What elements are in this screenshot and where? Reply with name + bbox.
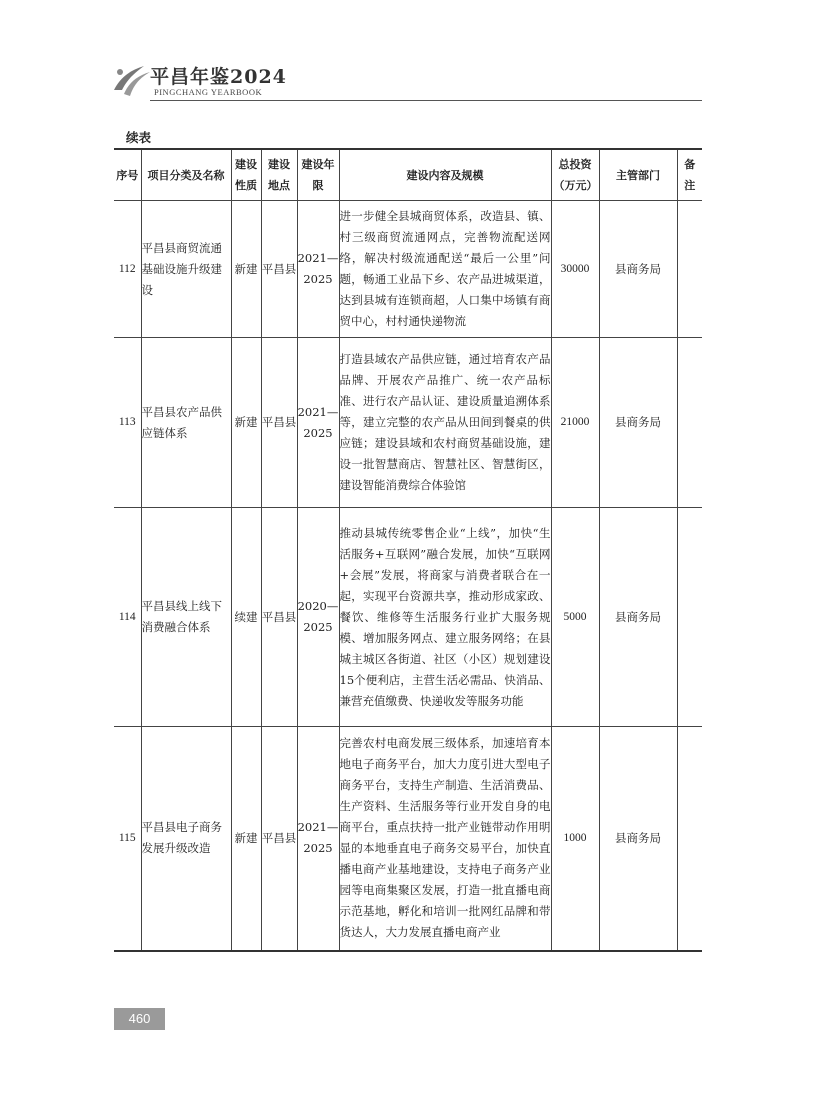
- cell-name: 平昌县电子商务发展升级改造: [141, 727, 231, 951]
- cell-name: 平昌县商贸流通基础设施升级建设: [141, 201, 231, 338]
- cell-dept: 县商务局: [599, 338, 677, 508]
- cell-nature: 新建: [231, 727, 261, 951]
- cell-name: 平昌县农产品供应链体系: [141, 338, 231, 508]
- cell-nature: 续建: [231, 508, 261, 727]
- header-name: 项目分类及名称: [141, 149, 231, 201]
- cell-period: 2021—2025: [297, 727, 339, 951]
- cell-investment: 1000: [551, 727, 599, 951]
- header-no: 序号: [114, 149, 141, 201]
- header-nature: 建设性质: [231, 149, 261, 201]
- cell-period: 2021—2025: [297, 338, 339, 508]
- cell-location: 平昌县: [261, 201, 297, 338]
- header-rule: [150, 100, 702, 101]
- cell-note: [677, 338, 702, 508]
- cell-dept: 县商务局: [599, 201, 677, 338]
- table-row: [114, 727, 702, 951]
- project-table: [114, 148, 702, 952]
- yearbook-subtitle: PINGCHANG YEARBOOK: [154, 87, 263, 97]
- yearbook-title: 平昌年鉴2024: [150, 66, 287, 88]
- cell-dept: 县商务局: [599, 727, 677, 951]
- cell-content: 进一步健全县城商贸体系，改造县、镇、村三级商贸流通网点，完善物流配送网络，解决村级流通配送“最后一公里”问题，畅通工业品下乡、农产品进城渠道，达到县城有连锁商超，人口集中场镇有商贸中心，村村通快递物流: [339, 201, 551, 338]
- table-row: [114, 338, 702, 508]
- cell-no: 115: [114, 727, 141, 951]
- yearbook-header: [110, 58, 702, 102]
- table-row: [114, 508, 702, 727]
- cell-investment: 21000: [551, 338, 599, 508]
- cell-content: 推动县城传统零售企业“上线”，加快“生活服务+互联网”融合发展，加快“互联网+会展”发展，将商家与消费者联合在一起，实现平台资源共享，推动形成家政、餐饮、维修等生活服务行业扩大服务规模、增加服务网点、建立服务网络；在县城主城区各街道、社区（小区）规划建设15个便利店，主营生活必需品、快消品、兼营充值缴费、快递收发等服务功能: [339, 508, 551, 727]
- cell-period: 2020—2025: [297, 508, 339, 727]
- cell-content: 完善农村电商发展三级体系，加速培育本地电子商务平台，加大力度引进大型电子商务平台，支持生产制造、生活消费品、生产资料、生活服务等行业开发自身的电商平台，重点扶持一批产业链带动作用明显的本地垂直电子商务交易平台，加快直播电商产业基地建设，支持电子商务产业园等电商集聚区发展，打造一批直播电商示范基地，孵化和培训一批网红品牌和带货达人，大力发展直播电商产业: [339, 727, 551, 951]
- cell-investment: 30000: [551, 201, 599, 338]
- cell-location: 平昌县: [261, 338, 297, 508]
- cell-content: 打造县域农产品供应链，通过培育农产品品牌、开展农产品推广、统一农产品标准、进行农产品认证、建设质量追溯体系等，建立完整的农产品从田间到餐桌的供应链；建设县域和农村商贸基础设施，建设一批智慧商店、智慧社区、智慧街区，建设智能消费综合体验馆: [339, 338, 551, 508]
- header-content: 建设内容及规模: [339, 149, 551, 201]
- cell-note: [677, 727, 702, 951]
- cell-investment: 5000: [551, 508, 599, 727]
- cell-no: 113: [114, 338, 141, 508]
- cell-no: 114: [114, 508, 141, 727]
- cell-dept: 县商务局: [599, 508, 677, 727]
- cell-nature: 新建: [231, 201, 261, 338]
- cell-period: 2021—2025: [297, 201, 339, 338]
- table-header-row: [114, 149, 702, 201]
- header-period: 建设年限: [297, 149, 339, 201]
- header-location: 建设地点: [261, 149, 297, 201]
- cell-no: 112: [114, 201, 141, 338]
- cell-location: 平昌县: [261, 508, 297, 727]
- header-dept: 主管部门: [599, 149, 677, 201]
- cell-name: 平昌县线上线下消费融合体系: [141, 508, 231, 727]
- yearbook-logo-icon: [110, 60, 154, 100]
- header-investment: 总投资（万元）: [551, 149, 599, 201]
- page-number: 460: [114, 1008, 165, 1030]
- cell-location: 平昌县: [261, 727, 297, 951]
- table-row: [114, 201, 702, 338]
- continued-label: 续表: [126, 130, 152, 145]
- cell-note: [677, 508, 702, 727]
- cell-note: [677, 201, 702, 338]
- cell-nature: 新建: [231, 338, 261, 508]
- header-note: 备注: [677, 149, 702, 201]
